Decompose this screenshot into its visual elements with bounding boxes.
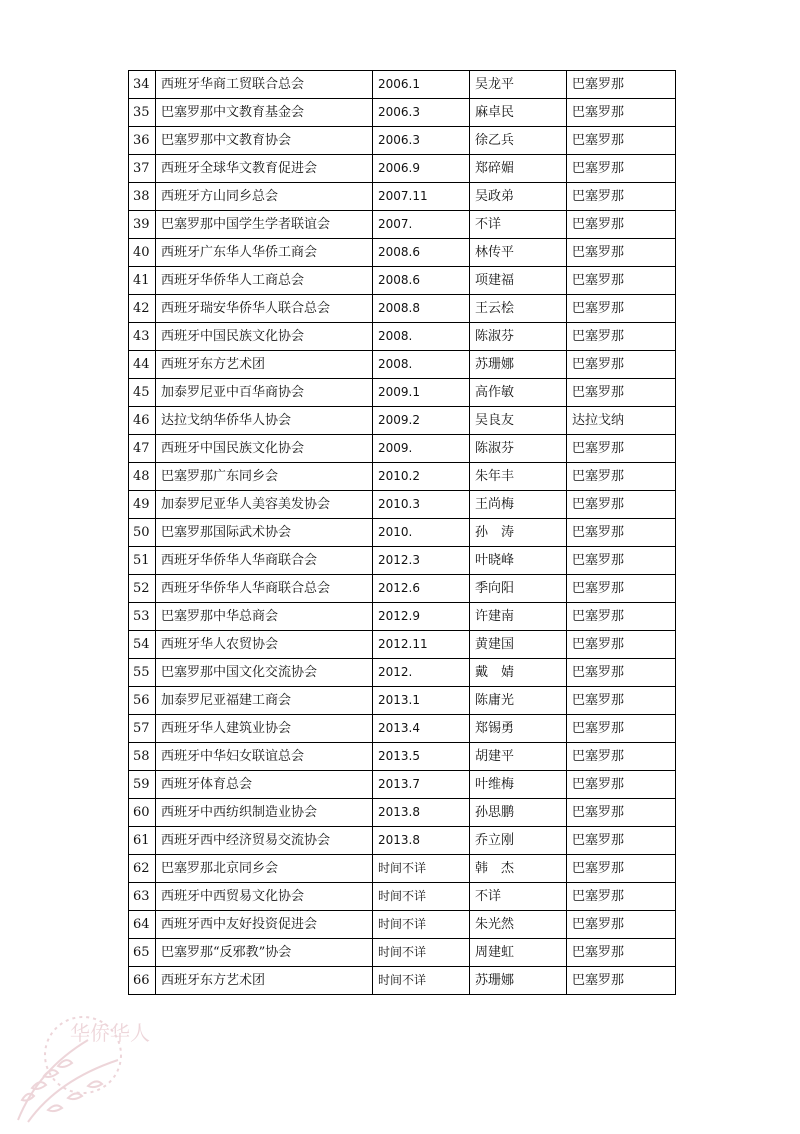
organization-name: 西班牙华人建筑业协会 [156,715,373,743]
organization-name: 西班牙方山同乡总会 [156,183,373,211]
table-row [129,491,676,519]
organization-name: 西班牙中西贸易文化协会 [156,883,373,911]
leader-name: 郑锡勇 [470,715,567,743]
row-number: 46 [129,407,156,435]
founding-date: 2008.8 [373,295,470,323]
organization-name: 达拉戈纳华侨华人协会 [156,407,373,435]
founding-date: 2009.1 [373,379,470,407]
table-row [129,71,676,99]
table-row [129,827,676,855]
organization-name: 西班牙西中经济贸易交流协会 [156,827,373,855]
organization-name: 西班牙中国民族文化协会 [156,323,373,351]
location: 巴塞罗那 [567,183,676,211]
location: 巴塞罗那 [567,855,676,883]
row-number: 64 [129,911,156,939]
table-row [129,127,676,155]
organization-name: 西班牙全球华文教育促进会 [156,155,373,183]
location: 巴塞罗那 [567,127,676,155]
table-row [129,687,676,715]
organization-name: 西班牙体育总会 [156,771,373,799]
row-number: 50 [129,519,156,547]
organization-name: 西班牙华人农贸协会 [156,631,373,659]
leader-name: 黄建国 [470,631,567,659]
founding-date: 2007. [373,211,470,239]
organization-name: 西班牙中国民族文化协会 [156,435,373,463]
location: 巴塞罗那 [567,575,676,603]
location: 巴塞罗那 [567,883,676,911]
location: 巴塞罗那 [567,799,676,827]
leader-name: 韩 杰 [470,855,567,883]
row-number: 41 [129,267,156,295]
organization-name: 西班牙广东华人华侨工商会 [156,239,373,267]
location: 巴塞罗那 [567,519,676,547]
founding-date: 2013.8 [373,827,470,855]
leader-name: 项建福 [470,267,567,295]
table-row [129,883,676,911]
founding-date: 2013.1 [373,687,470,715]
table-row [129,659,676,687]
founding-date: 2006.9 [373,155,470,183]
table-row [129,379,676,407]
founding-date: 2012. [373,659,470,687]
table-row [129,743,676,771]
table-row [129,967,676,995]
row-number: 35 [129,99,156,127]
location: 巴塞罗那 [567,351,676,379]
organization-name: 西班牙华侨华人工商总会 [156,267,373,295]
founding-date: 2006.3 [373,127,470,155]
organization-name: 巴塞罗那中文教育基金会 [156,99,373,127]
leader-name: 陈淑芬 [470,435,567,463]
leader-name: 陈淑芬 [470,323,567,351]
row-number: 60 [129,799,156,827]
leader-name: 胡建平 [470,743,567,771]
founding-date: 2010. [373,519,470,547]
leader-name: 叶晓峰 [470,547,567,575]
organization-name: 巴塞罗那广东同乡会 [156,463,373,491]
leader-name: 吴龙平 [470,71,567,99]
table-row [129,239,676,267]
founding-date: 时间不详 [373,883,470,911]
row-number: 34 [129,71,156,99]
founding-date: 时间不详 [373,911,470,939]
organization-name: 巴塞罗那中国学生学者联谊会 [156,211,373,239]
founding-date: 2012.6 [373,575,470,603]
organization-name: 西班牙瑞安华侨华人联合总会 [156,295,373,323]
leader-name: 王云桧 [470,295,567,323]
founding-date: 2006.1 [373,71,470,99]
table-row [129,715,676,743]
leader-name: 王尚梅 [470,491,567,519]
watermark-emblem-icon [8,1000,158,1130]
location: 巴塞罗那 [567,239,676,267]
row-number: 56 [129,687,156,715]
founding-date: 2008. [373,351,470,379]
leader-name: 孙 涛 [470,519,567,547]
organization-name: 西班牙中华妇女联谊总会 [156,743,373,771]
founding-date: 2009. [373,435,470,463]
row-number: 45 [129,379,156,407]
watermark-text: 华侨华人 [70,1021,150,1045]
row-number: 43 [129,323,156,351]
founding-date: 2012.9 [373,603,470,631]
founding-date: 2012.11 [373,631,470,659]
row-number: 59 [129,771,156,799]
organization-name: 加泰罗尼亚中百华商协会 [156,379,373,407]
table-row [129,183,676,211]
leader-name: 叶维梅 [470,771,567,799]
table-row [129,435,676,463]
watermark-logo [8,1000,158,1130]
leader-name: 林传平 [470,239,567,267]
row-number: 44 [129,351,156,379]
table-row [129,603,676,631]
founding-date: 2008.6 [373,267,470,295]
location: 巴塞罗那 [567,967,676,995]
row-number: 66 [129,967,156,995]
location: 达拉戈纳 [567,407,676,435]
leader-name: 朱光然 [470,911,567,939]
location: 巴塞罗那 [567,99,676,127]
organizations-table [128,70,676,995]
row-number: 39 [129,211,156,239]
table-body [129,71,676,995]
location: 巴塞罗那 [567,267,676,295]
row-number: 61 [129,827,156,855]
organization-name: 西班牙东方艺术团 [156,351,373,379]
row-number: 42 [129,295,156,323]
founding-date: 时间不详 [373,967,470,995]
leader-name: 不详 [470,211,567,239]
location: 巴塞罗那 [567,827,676,855]
table-row [129,575,676,603]
location: 巴塞罗那 [567,547,676,575]
leader-name: 周建虹 [470,939,567,967]
location: 巴塞罗那 [567,771,676,799]
founding-date: 2010.3 [373,491,470,519]
row-number: 49 [129,491,156,519]
row-number: 62 [129,855,156,883]
leader-name: 朱年丰 [470,463,567,491]
table-row [129,155,676,183]
table-row [129,771,676,799]
founding-date: 2008.6 [373,239,470,267]
leader-name: 高作敏 [470,379,567,407]
location: 巴塞罗那 [567,687,676,715]
table-row [129,855,676,883]
organization-name: 西班牙东方艺术团 [156,967,373,995]
leader-name: 季向阳 [470,575,567,603]
leader-name: 乔立刚 [470,827,567,855]
table-row [129,351,676,379]
location: 巴塞罗那 [567,603,676,631]
leader-name: 徐乙兵 [470,127,567,155]
location: 巴塞罗那 [567,743,676,771]
location: 巴塞罗那 [567,435,676,463]
location: 巴塞罗那 [567,939,676,967]
organization-name: 西班牙西中友好投资促进会 [156,911,373,939]
row-number: 65 [129,939,156,967]
location: 巴塞罗那 [567,295,676,323]
table-row [129,99,676,127]
leader-name: 陈庸光 [470,687,567,715]
leader-name: 麻卓民 [470,99,567,127]
row-number: 63 [129,883,156,911]
organization-name: 西班牙华商工贸联合总会 [156,71,373,99]
row-number: 51 [129,547,156,575]
founding-date: 时间不详 [373,939,470,967]
founding-date: 2006.3 [373,99,470,127]
leader-name: 孙思鹏 [470,799,567,827]
table-row [129,407,676,435]
organization-name: 巴塞罗那“反邪教”协会 [156,939,373,967]
leader-name: 郑碎媚 [470,155,567,183]
row-number: 47 [129,435,156,463]
row-number: 48 [129,463,156,491]
organization-name: 巴塞罗那中文教育协会 [156,127,373,155]
table-row [129,295,676,323]
founding-date: 2013.8 [373,799,470,827]
row-number: 53 [129,603,156,631]
table-row [129,911,676,939]
organization-name: 加泰罗尼亚华人美容美发协会 [156,491,373,519]
founding-date: 2013.4 [373,715,470,743]
founding-date: 2009.2 [373,407,470,435]
row-number: 55 [129,659,156,687]
organization-name: 巴塞罗那中华总商会 [156,603,373,631]
row-number: 57 [129,715,156,743]
table-row [129,323,676,351]
leader-name: 许建南 [470,603,567,631]
leader-name: 吴政弟 [470,183,567,211]
location: 巴塞罗那 [567,491,676,519]
location: 巴塞罗那 [567,323,676,351]
founding-date: 2013.5 [373,743,470,771]
founding-date: 时间不详 [373,855,470,883]
table-row [129,631,676,659]
organization-name: 巴塞罗那北京同乡会 [156,855,373,883]
table-row [129,463,676,491]
row-number: 54 [129,631,156,659]
row-number: 40 [129,239,156,267]
leader-name: 苏珊娜 [470,967,567,995]
leader-name: 吴良友 [470,407,567,435]
location: 巴塞罗那 [567,155,676,183]
leader-name: 苏珊娜 [470,351,567,379]
table-row [129,267,676,295]
founding-date: 2012.3 [373,547,470,575]
row-number: 38 [129,183,156,211]
location: 巴塞罗那 [567,211,676,239]
location: 巴塞罗那 [567,379,676,407]
founding-date: 2007.11 [373,183,470,211]
founding-date: 2013.7 [373,771,470,799]
table-row [129,211,676,239]
table-row [129,939,676,967]
table-row [129,547,676,575]
row-number: 36 [129,127,156,155]
location: 巴塞罗那 [567,659,676,687]
row-number: 37 [129,155,156,183]
location: 巴塞罗那 [567,911,676,939]
row-number: 52 [129,575,156,603]
organization-name: 西班牙华侨华人华商联合总会 [156,575,373,603]
founding-date: 2010.2 [373,463,470,491]
leader-name: 戴 婧 [470,659,567,687]
organization-name: 西班牙中西纺织制造业协会 [156,799,373,827]
organization-name: 巴塞罗那国际武术协会 [156,519,373,547]
founding-date: 2008. [373,323,470,351]
organization-name: 加泰罗尼亚福建工商会 [156,687,373,715]
organization-name: 巴塞罗那中国文化交流协会 [156,659,373,687]
location: 巴塞罗那 [567,631,676,659]
organization-name: 西班牙华侨华人华商联合会 [156,547,373,575]
location: 巴塞罗那 [567,715,676,743]
table-row [129,799,676,827]
row-number: 58 [129,743,156,771]
table-row [129,519,676,547]
location: 巴塞罗那 [567,463,676,491]
leader-name: 不详 [470,883,567,911]
location: 巴塞罗那 [567,71,676,99]
